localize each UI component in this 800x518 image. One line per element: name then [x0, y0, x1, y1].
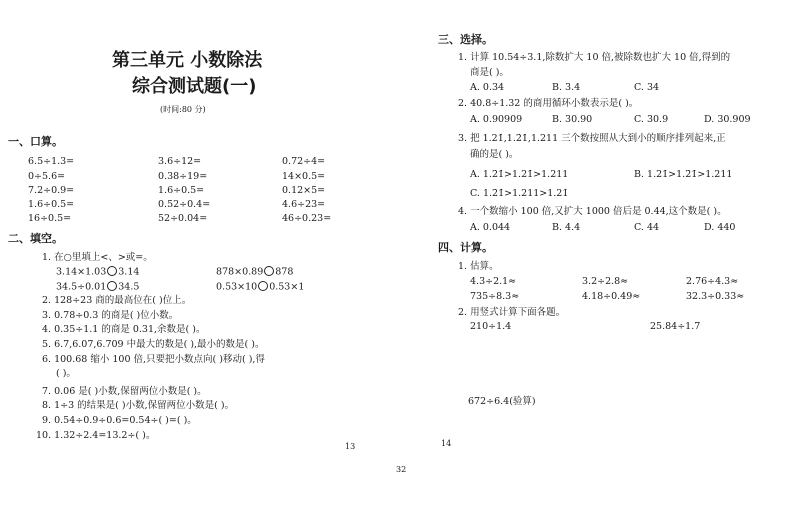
oral-item: 7.2÷0.9= — [28, 185, 75, 196]
estimate-item: 735÷8.3≈ — [470, 291, 520, 302]
choice-q1-cont: 商是( )。 — [470, 67, 509, 78]
oral-item: 1.6÷0.5= — [158, 185, 205, 196]
fill-q9: 9. 0.54÷0.9÷0.6=0.54÷( )=( )。 — [42, 415, 197, 426]
fill-q2: 2. 128÷23 商的最高位在( )位上。 — [42, 295, 192, 306]
compare-expr-2: 878×0.89 878 — [216, 266, 294, 278]
fill-q1: 1. 在○里填上<、>或=。 — [42, 252, 153, 263]
oral-item: 0.38÷19= — [158, 171, 208, 182]
choice-option[interactable]: B. 30.90 — [552, 114, 593, 125]
page-number-left: 13 — [345, 442, 356, 451]
fill-q8: 8. 1÷3 的结果是( )小数,保留两位小数是( )。 — [42, 400, 235, 411]
choice-option[interactable]: A. 0.90909 — [470, 114, 523, 125]
estimate-item: 4.3÷2.1≈ — [470, 276, 517, 287]
fill-q6-cont: ( )。 — [56, 368, 76, 379]
choice-q3: 3. 把 1.21̇,1.2̇1̇,1.211 三个数按照从大到小的顺序排列起来,正 — [458, 133, 726, 144]
calc-q2: 2. 用竖式计算下面各题。 — [458, 307, 566, 318]
fill-q3: 3. 0.78÷0.3 的商是( )位小数。 — [42, 310, 179, 321]
oral-item: 3.6÷12= — [158, 156, 202, 167]
oral-item: 6.5÷1.3= — [28, 156, 75, 167]
estimate-item: 2.76÷4.3≈ — [686, 276, 739, 287]
oral-item: 0.52÷0.4= — [158, 199, 211, 210]
choice-option[interactable]: A. 1.2̇1̇>1.21̇>1.211 — [470, 169, 569, 180]
unit-title: 第三单元 小数除法 — [112, 50, 263, 71]
section1-heading: 一、口算。 — [8, 135, 63, 148]
fill-q10: 10. 1.32÷2.4=13.2÷( )。 — [36, 430, 156, 441]
compare-expr-4: 0.53×10 0.53×1 — [216, 281, 305, 293]
vertical-calc-1: 210÷1.4 — [470, 321, 512, 332]
oral-item: 16÷0.5= — [28, 213, 72, 224]
estimate-item: 32.3÷0.33≈ — [686, 291, 745, 302]
vertical-calc-3: 672÷6.4(验算) — [468, 396, 536, 407]
page-number-right: 14 — [441, 439, 452, 448]
choice-q4: 4. 一个数缩小 100 倍,又扩大 1000 倍后是 0.44,这个数是( )。 — [458, 206, 727, 217]
page-number-bottom: 32 — [396, 465, 407, 474]
oral-item: 1.6÷0.5= — [28, 199, 75, 210]
choice-option[interactable]: B. 3.4 — [552, 82, 581, 93]
compare-circle[interactable] — [107, 266, 117, 276]
section2-heading: 二、填空。 — [8, 232, 63, 245]
choice-option[interactable]: D. 30.909 — [704, 114, 751, 125]
oral-item: 0.12×5= — [282, 185, 326, 196]
section4-heading: 四、计算。 — [438, 241, 493, 254]
choice-q1: 1. 计算 10.54÷3.1,除数扩大 10 倍,被除数也扩大 10 倍,得到的 — [458, 52, 731, 63]
compare-expr-1: 3.14×1.03 3.14 — [56, 266, 140, 278]
choice-q3-cont: 确的是( )。 — [470, 149, 519, 160]
vertical-calc-2: 25.84÷1.7 — [650, 321, 701, 332]
oral-item: 0.72÷4= — [282, 156, 326, 167]
fill-q7: 7. 0.06̇ 是( )小数,保留两位小数是( )。 — [42, 386, 207, 397]
choice-option[interactable]: A. 0.044 — [470, 222, 511, 233]
choice-option[interactable]: B. 4.4 — [552, 222, 581, 233]
compare-circle[interactable] — [107, 281, 117, 291]
estimate-item: 3.2÷2.8≈ — [582, 276, 629, 287]
fill-q6: 6. 100.68 缩小 100 倍,只要把小数点向( )移动( ),得 — [42, 354, 265, 365]
choice-option[interactable]: C. 44 — [634, 222, 660, 233]
estimate-item: 4.18÷0.49≈ — [582, 291, 641, 302]
choice-q2: 2. 40.8÷1.32 的商用循环小数表示是( )。 — [458, 98, 639, 109]
fill-q5: 5. 6.7,6.07,6.709 中最大的数是( ),最小的数是( )。 — [42, 339, 265, 350]
section3-heading: 三、选择。 — [438, 33, 493, 46]
compare-circle[interactable] — [258, 281, 268, 291]
oral-item: 4.6÷23= — [282, 199, 326, 210]
time-limit: (时间:80 分) — [160, 105, 206, 114]
choice-option[interactable]: B. 1.21̇>1.2̇1̇>1.211 — [634, 169, 733, 180]
oral-item: 14×0.5= — [282, 171, 326, 182]
oral-item: 46÷0.23= — [282, 213, 332, 224]
choice-option[interactable]: C. 30.9 — [634, 114, 669, 125]
oral-item: 0÷5.6= — [28, 171, 66, 182]
choice-option[interactable]: A. 0.34 — [470, 82, 505, 93]
compare-circle[interactable] — [264, 266, 274, 276]
test-title: 综合测试题(一) — [132, 76, 257, 97]
oral-item: 52÷0.04= — [158, 213, 208, 224]
calc-q1: 1. 估算。 — [458, 261, 499, 272]
fill-q4: 4. 0.35÷1.1 的商是 0.31,余数是( )。 — [42, 324, 206, 335]
choice-option[interactable]: D. 440 — [704, 222, 736, 233]
choice-option[interactable]: C. 1.2̇1̇>1.211>1.21̇ — [470, 188, 569, 199]
compare-expr-3: 34.5÷0.01 34.5 — [56, 281, 140, 293]
choice-option[interactable]: C. 34 — [634, 82, 660, 93]
